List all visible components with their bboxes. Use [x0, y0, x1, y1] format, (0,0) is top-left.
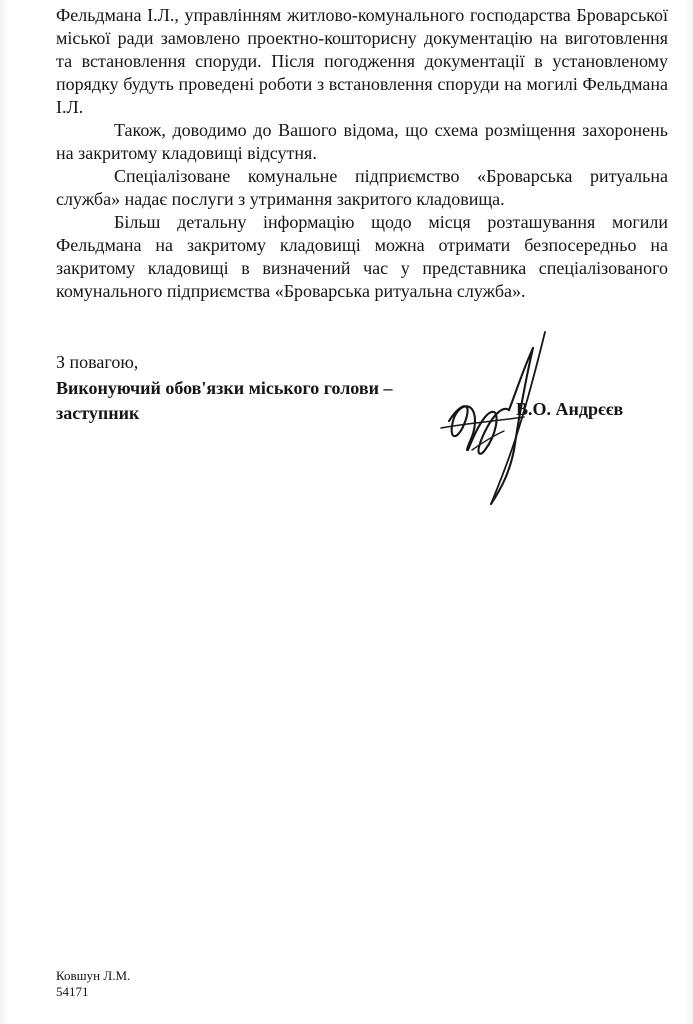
- signer-title: Виконуючий обов'язки міського голови – заступник: [56, 378, 393, 423]
- paragraph-burial-scheme: Також, доводимо до Вашого відома, що схема розміщення захоронень на закритому кладовищі відсутня.: [56, 120, 668, 163]
- closing-regards: З повагою,: [56, 352, 139, 372]
- executor-name: Ковшун Л.М.: [56, 968, 131, 983]
- executor-phone: 54171: [56, 984, 89, 999]
- paragraph-grave-location: Більш детальну інформацію щодо місця розташування могили Фельдмана на закритому кладовищі можна отримати безпосередньо на закритому кладовищі в визначений час у представника спеціалізованого комунального підприємства «Броварська ритуальна служба».: [56, 212, 668, 301]
- signer-name: В.О. Андрєєв: [516, 399, 624, 419]
- paragraph-ritual-service: Спеціалізоване комунальне підприємство «Броварська ритуальна служба» надає послуги з утримання закритого кладовища.: [56, 166, 668, 209]
- letter-body: [56, 4, 668, 303]
- paragraph-construction-docs: Фельдмана І.Л., управлінням житлово-комунального господарства Броварської міської ради замовлено проектно-кошторисну документацію на виготовлення та встановлення споруди. Після погодження документації в установленому порядку будуть проведені роботи з встановлення споруди на могилі Фельдмана І.Л.: [56, 5, 668, 117]
- handwritten-signature-icon: [425, 330, 550, 515]
